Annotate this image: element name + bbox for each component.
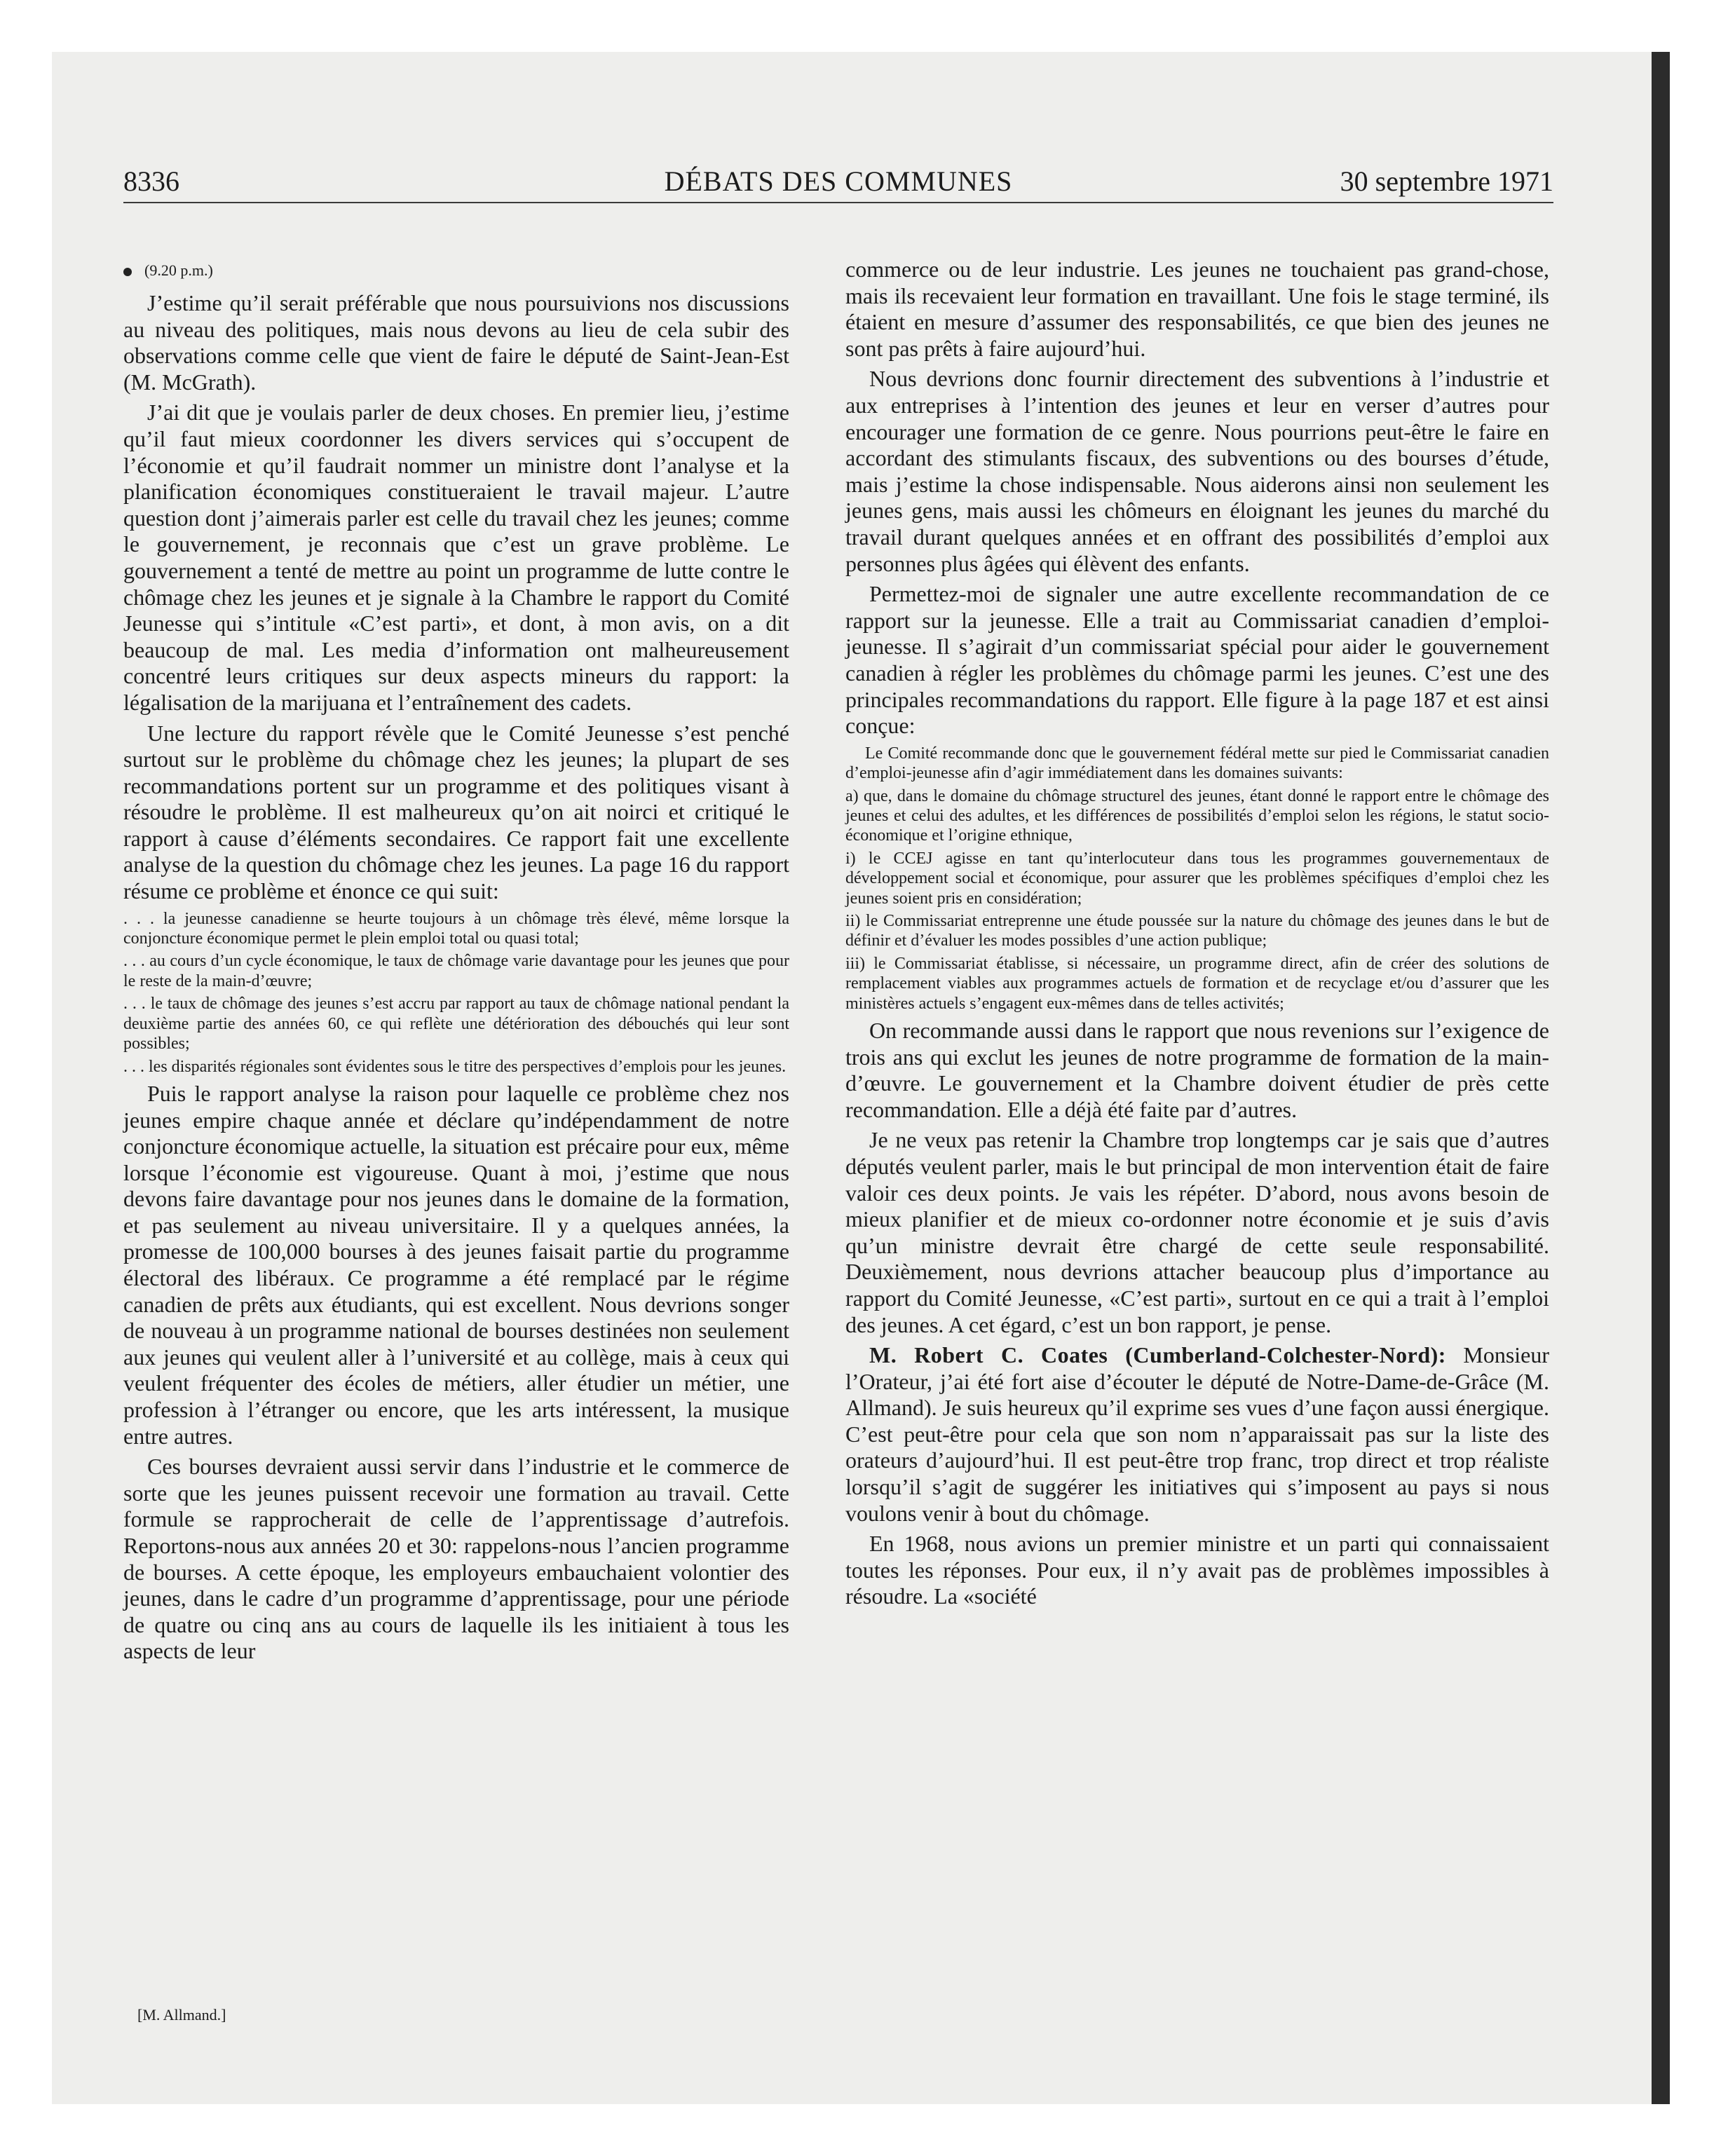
paragraph: Ces bourses devraient aussi servir dans l’industrie et le commerce de sorte que les jeunes puissent recevoir une formation au travail. Cette formule se rapprocherait de celle de l’apprentissage d’autrefois. Reportons-nous aux années 20 et 30: rappelons-nous l’ancien programme de bourses. A cette époque, les employeurs embauchaient volontier des jeunes, dans le cadre d’un programme d’apprentissage, pour une période de quatre ou cinq ans au cours de laquelle ils les initiaient à tous les aspects de leur: [123, 1454, 789, 1664]
quote-item: Le Comité recommande donc que le gouvernement fédéral mette sur pied le Commissariat canadien d’emploi-jeunesse afin d’agir immédiatement dans les domaines suivants:: [845, 744, 1549, 783]
left-column: [123, 261, 789, 1669]
right-column: [845, 257, 1549, 1614]
quote-item: i) le CCEJ agisse en tant qu’interlocuteur dans tous les programmes gouvernementaux de développement social et économique, pour assurer que les problèmes spécifiques d’emploi chez les jeunes soient pris en considération;: [845, 849, 1549, 908]
paragraph: commerce ou de leur industrie. Les jeunes ne touchaient pas grand-chose, mais ils recevaient leur formation en travaillant. Une fois le stage terminé, ils étaient en mesure d’assumer des responsabilités, ce que bien des jeunes ne sont pas prêts à faire aujourd’hui.: [845, 257, 1549, 361]
quote-item: . . . le taux de chômage des jeunes s’est accru par rapport au taux de chômage national pendant la deuxième partie des années 60, ce qui reflète une détérioration des débouchés qui leur sont possibles;: [123, 995, 789, 1053]
paragraph: Je ne veux pas retenir la Chambre trop longtemps car je sais que d’autres députés veulent parler, mais le but principal de mon intervention était de faire valoir ces deux points. Je vais les répéter. D’abord, nous avons besoin de mieux planifier et de mieux co-ordonner notre économie et je suis d’avis qu’un ministre devrait être chargé de cette seule responsabilité. Deuxièmement, nous devrions attacher beaucoup plus d’importance au rapport du Comité Jeunesse, «C’est parti», surtout en ce qui a trait à l’emploi des jeunes. A cet égard, c’est un bon rapport, je pense.: [845, 1127, 1549, 1337]
speaker-paragraph: [845, 1342, 1549, 1527]
paragraph: J’ai dit que je voulais parler de deux choses. En premier lieu, j’estime qu’il faut mieux coordonner les divers services qui s’occupent de l’économie et qu’il faudrait nommer un ministre dont l’analyse et la planification économiques constitueraient le travail majeur. L’autre question dont j’aimerais parler est celle du travail chez les jeunes; comme le gouvernement, je reconnais que c’est un grave problème. Le gouvernement a tenté de mettre au point un programme de lutte contre le chômage chez les jeunes et je signale à la Chambre le rapport du Comité Jeunesse qui s’intitule «C’est parti», et dont, à mon avis, on a dit beaucoup de mal. Les media d’information ont malheureusement concentré leurs critiques sur deux aspects mineurs du rapport: la légalisation de la marijuana et l’entraînement des cadets.: [123, 400, 789, 715]
time-stamp: [123, 261, 789, 280]
speaker-text: Monsieur l’Orateur, j’ai été fort aise d’écouter le député de Notre-Dame-de-Grâce (M. Allmand). Je suis heureux qu’il exprime ses vues d’une façon aussi énergique. C’est peut-être pour cela que son nom n’apparaissait pas sur la liste des orateurs d’aujourd’hui. Il est peut-être trop franc, trop direct et trop réaliste lorsqu’il s’agit de suggérer les initiatives qui s’imposent au pays si nous voulons venir à bout du chômage.: [845, 1342, 1550, 1526]
quote-item: ii) le Commissariat entreprenne une étude poussée sur la nature du chômage des jeunes dans le but de définir et d’évaluer les modes possibles d’une action publique;: [845, 911, 1549, 950]
speaker-reference: [M. Allmand.]: [137, 2006, 226, 2024]
paragraph: Permettez-moi de signaler une autre excellente recommandation de ce rapport sur la jeunesse. Elle a trait au Commissariat canadien d’emploi-jeunesse. Il s’agirait d’un commissariat spécial pour aider le gouvernement canadien à régler les problèmes du chômage parmi les jeunes. C’est une des principales recommandations du rapport. Elle figure à la page 187 et est ainsi conçue:: [845, 581, 1549, 739]
issue-date: 30 septembre 1971: [1340, 165, 1553, 197]
paragraph: En 1968, nous avions un premier ministre et un parti qui connaissaient toutes les réponses. Pour eux, il n’y avait pas de problèmes impossibles à résoudre. La «société: [845, 1531, 1549, 1609]
paragraph: Puis le rapport analyse la raison pour laquelle ce problème chez nos jeunes empire chaque année et déclare qu’indépendamment de notre conjoncture économique actuelle, la situation est précaire pour eux, même lorsque l’économie est vigoureuse. Quant à moi, j’estime que nous devons faire davantage pour nos jeunes dans le domaine de la formation, et pas seulement au niveau universitaire. Il y a quelques années, la promesse de 100,000 bourses à des jeunes faisait partie du programme électoral des libéraux. Ce programme a été remplacé par le régime canadien de prêts aux étudiants, qui est excellent. Nous devrions songer de nouveau à un programme national de bourses destinées non seulement aux jeunes qui veulent aller à l’université et au collège, mais à ceux qui veulent fréquenter des écoles de métiers, aller étudier un métier, une profession à l’étranger ou encore, que les arts intéressent, la musique entre autres.: [123, 1080, 789, 1449]
block-quote: [123, 909, 789, 1077]
running-header: [123, 167, 1553, 203]
time-stamp-text: (9.20 p.m.): [144, 261, 213, 279]
quote-item: . . . les disparités régionales sont évidentes sous le titre des perspectives d’emplois pour les jeunes.: [123, 1057, 787, 1076]
paragraph: J’estime qu’il serait préférable que nous poursuivions nos discussions au niveau des politiques, mais nous devons au lieu de cela subir des observations comme celle que vient de faire le député de Saint-Jean-Est (M. McGrath).: [123, 290, 789, 395]
bullet-icon: [123, 268, 132, 276]
block-quote: [845, 744, 1549, 1014]
quote-item: . . . au cours d’un cycle économique, le taux de chômage varie davantage pour les jeunes que pour le reste de la main-d’œuvre;: [123, 952, 789, 990]
quote-item: . . . la jeunesse canadienne se heurte toujours à un chômage très élevé, même lorsque la conjoncture économique permet le plein emploi total ou quasi total;: [123, 909, 789, 948]
paragraph: Nous devrions donc fournir directement des subventions à l’industrie et aux entreprises à l’intention des jeunes et leur en verser d’autres pour encourager une formation de ce genre. Nous pourrions peut-être le faire en accordant des stimulants fiscaux, des subventions ou des bourses d’étude, mais j’estime la chose indispensable. Nous aiderons ainsi non seulement les jeunes gens, mais aussi les chômeurs en éloignant les jeunes du marché du travail durant quelques années et en offrant des possibilités d’emploi aux personnes plus âgées qui élèvent des enfants.: [845, 366, 1549, 576]
quote-item: iii) le Commissariat établisse, si nécessaire, un programme direct, afin de créer des solutions de remplacement viables aux programmes actuels de formation et de recyclage et/ou d’assurer que les ministères actuels s’engagent eux-mêmes dans de telles activités;: [845, 954, 1549, 1013]
paragraph: Une lecture du rapport révèle que le Comité Jeunesse s’est penché surtout sur le problème du chômage chez les jeunes; la plupart de ses recommandations portent sur un programme et des politiques visant à résoudre le problème. Il est malheureux qu’on ait noirci et critiqué le rapport à cause d’éléments secondaires. Ce rapport fait une excellente analyse de la question du chômage chez les jeunes. La page 16 du rapport résume ce problème et énonce ce qui suit:: [123, 720, 789, 904]
paragraph: On recommande aussi dans le rapport que nous revenions sur l’exigence de trois ans qui exclut les jeunes de notre programme de formation de la main-d’œuvre. Le gouvernement et la Chambre doivent étudier de près cette recommandation. Elle a déjà été faite par d’autres.: [845, 1017, 1549, 1122]
page-edge-shadow: [1652, 52, 1670, 2104]
page-number: 8336: [123, 165, 179, 197]
quote-item: a) que, dans le domaine du chômage structurel des jeunes, étant donné le rapport entre le chômage des jeunes et celui des adultes, et les différences de possibilités d’emploi selon les régions, le statut socio-économique et l’origine ethnique,: [845, 786, 1549, 845]
speaker-name: M. Robert C. Coates (Cumberland-Colchester-Nord):: [869, 1342, 1446, 1368]
publication-title: DÉBATS DES COMMUNES: [664, 165, 1013, 197]
